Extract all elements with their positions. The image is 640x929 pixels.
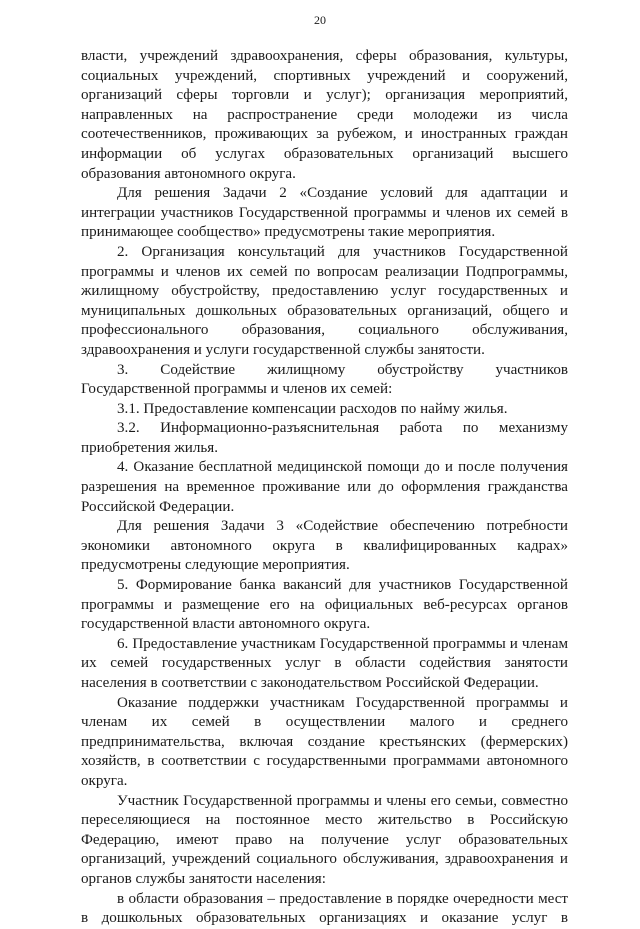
paragraph: 3.1. Предоставление компенсации расходов по найму жилья. [117, 400, 508, 417]
paragraph: Для решения Задачи 2 «Создание условий для адаптации и интеграции участников Государственной программы и членов их семей в принимающее сообщество» предусмотрены такие мероприятия. [81, 185, 568, 241]
paragraph: в области образования – предоставление в порядке очередности мест в дошкольных образовательных организациях и оказание услуг в [81, 890, 568, 927]
paragraph: 3.2. Информационно-разъяснительная работа по механизму приобретения жилья. [81, 420, 568, 456]
paragraph: Участник Государственной программы и члены его семьи, совместно переселяющиеся на постоянное место жительство в Российскую Федерацию, имеют право на получение услуг образовательных организаций, учреждений социального обслуживания, здравоохранения и органов службы занятости населения: [81, 792, 568, 887]
paragraph: 6. Предоставление участникам Государственной программы и членам их семей государственных услуг в области содействия занятости населения в соответствии с законодательством Российской Федерации. [81, 635, 568, 691]
paragraph: Для решения Задачи 3 «Содействие обеспечению потребности экономики автономного округа в квалифицированных кадрах» предусмотрены следующие мероприятия. [81, 518, 568, 574]
paragraph: 2. Организация консультаций для участников Государственной программы и членов их семей по вопросам реализации Подпрограммы, жилищному обустройству, предоставлению услуг государственных и муниципальных дошкольных образовательных организаций, общего и профессионального образования, социального обслуживания, здравоохранения и услуги государственной службы занятости. [81, 243, 568, 358]
document-body [81, 47, 568, 929]
paragraph: 4. Оказание бесплатной медицинской помощи до и после получения разрешения на временное проживание или до оформления гражданства Российской Федерации. [81, 459, 568, 515]
page-number: 20 [314, 13, 326, 27]
paragraph: власти, учреждений здравоохранения, сферы образования, культуры, социальных учреждений, спортивных учреждений и сооружений, организаций сферы торговли и услуг); организация мероприятий, направленных на распространение среди молодежи из числа соотечественников, проживающих за рубежом, и иностранных граждан информации об услугах образовательных организаций высшего образования автономного округа. [81, 48, 568, 182]
paragraph: 3. Содействие жилищному обустройству участников Государственной программы и членов их семей: [81, 361, 568, 398]
paragraph: Оказание поддержки участникам Государственной программы и членам их семей в осуществлении малого и среднего предпринимательства, включая создание крестьянских (фермерских) хозяйств, в соответствии с государственными программами автономного округа. [81, 694, 568, 789]
paragraph: 5. Формирование банка вакансий для участников Государственной программы и размещение его на официальных веб-ресурсах органов государственной власти автономного округа. [81, 577, 568, 633]
